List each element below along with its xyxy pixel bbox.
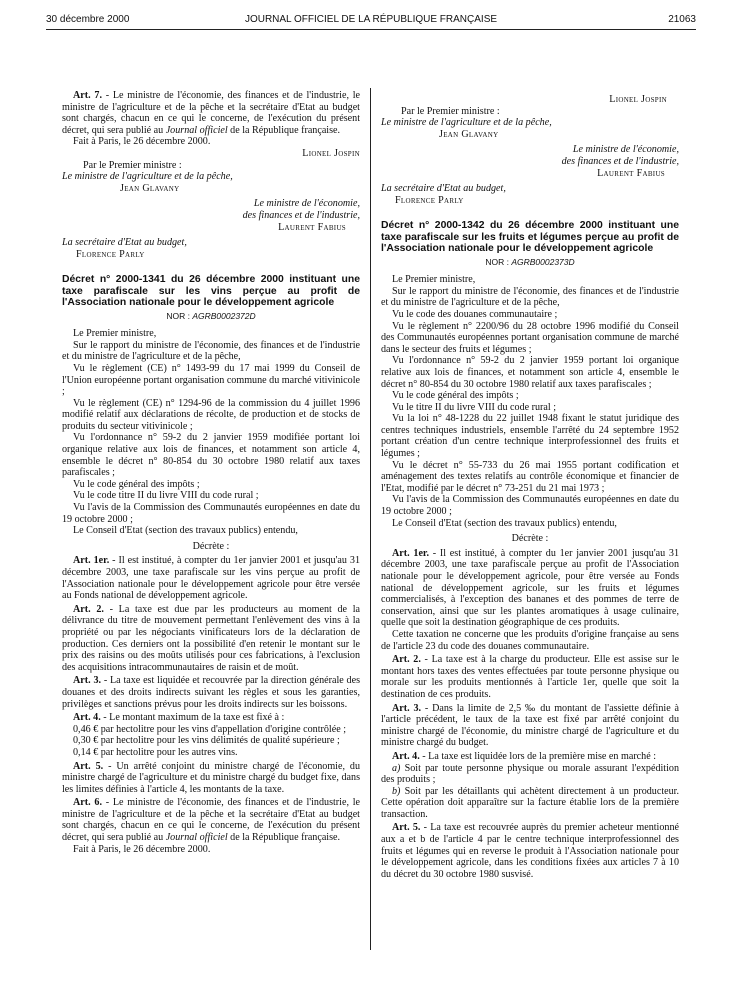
visa-paragraph: Le Conseil d'Etat (section des travaux publics) entendu, [73,525,298,537]
decree-title: Décret n° 2000-1342 du 26 décembre 2000 instituant une taxe parafiscale sur les fruits et légumes perçue au profit de l'Association nationale pour le développement agricole [381,220,679,255]
rates-list [62,724,360,759]
visa-paragraph: Sur le rapport du ministre de l'économie, des finances et de l'industrie et du ministre de l'agriculture et de la pêche, [62,339,360,363]
visa-paragraph: Vu le règlement (CE) n° 1294-96 de la commission du 4 juillet 1996 modifié relatif aux déclarations de récolte, de production et de stocks de produits du secteur vitivinicole ; [62,397,360,432]
visa-paragraph: Le Premier ministre, [73,328,157,340]
visa-paragraph: Vu le décret n° 55-733 du 26 mai 1955 portant codification et aménagement des textes relatifs au contrôle économique et financier de l'Etat, modifié par le décret n° 73-251 du 21 mai 1973 ; [381,459,679,494]
article-paragraph: Art. 2. - La taxe est due par les producteurs au moment de la délivrance du titre de mouvement permettant l'enlèvement des vins à la propriété ou par les négociants vinificateurs lors de la déclaration de production. Ces derniers ont la possibilité d'en retenir le montant sur le prix des raisins ou des moûts utilisés pour ces fabrications, à l'exclusion des acquisitions intracommunautaires de raisin et de moût. [62,603,360,673]
header-rule [46,29,696,30]
article-7: Art. 7. - Le ministre de l'économie, des finances et de l'industrie, le ministre de l'agriculture et de la pêche et la secrétaire d'Etat au budget sont chargés, chacun en ce qui le concerne, de l'exécution du présent décret, qui sera publié au Journal officiel de la République française. [62,90,361,136]
visa-paragraph: Vu le code des douanes communautaire ; [392,308,558,320]
visa-paragraph: Vu le titre II du livre VIII du code rural ; [392,401,557,413]
visa-paragraph: Le Premier ministre, [392,274,476,286]
visas-list [62,328,360,537]
articles-list [62,555,360,723]
fait-a-paris-2: Fait à Paris, le 26 décembre 2000. [73,843,211,855]
article-paragraph: Art. 6. - Le ministre de l'économie, des finances et de l'industrie, le ministre de l'agriculture et de la pêche et la secrétaire d'Etat au budget sont chargés, chacun en ce qui le concerne, de l'exécution du présent décret, qui sera publié au Journal officiel de la République française. [62,797,361,844]
article-4-item-b: b) Soit par les détaillants qui achètent directement à un producteur. Cette opération doit apparaître sur la facture établie lors de la première transaction. [381,785,679,820]
articles-list [381,654,679,762]
visa-paragraph: Vu l'ordonnance n° 59-2 du 2 janvier 1959 modifiée portant loi organique relative aux lois de finances, et notamment son article 4, ensemble le décret n° 80-854 du 30 octobre 1980 relatif aux taxes parafiscales ; [62,432,360,479]
article-paragraph: Art. 4. - La taxe est liquidée lors de la première mise en marché : [392,750,657,762]
visa-paragraph: Vu le code général des impôts ; [392,390,519,402]
visa-paragraph: Vu le code titre II du livre VIII du code rural ; [73,490,259,502]
header-title: JOURNAL OFFICIEL DE LA RÉPUBLIQUE FRANÇAISE [244,14,498,25]
visa-paragraph: Vu l'avis de la Commission des Communautés européennes en date du 19 octobre 2000 ; [62,502,360,525]
visa-paragraph: Vu le règlement (CE) n° 1493-99 du 17 mai 1999 du Conseil de l'Union européenne portant organisation commune du marché vitivinicole ; [62,362,360,398]
nor-reference: NOR : AGRB0002372D [166,310,256,321]
par-premier-ministre: Par le Premier ministre : [401,105,500,117]
secretary-budget-name: Florence Parly [395,194,464,206]
article-paragraph: Art. 2. - La taxe est à la charge du producteur. Elle est assise sur le montant hors taxes des ventes effectuées par toute personne physique ou morale sur les produits mentionnés à l'article 1er, quelle que soit la destination de ces produits. [381,654,679,700]
decrete-heading: Décrète : [511,533,549,545]
decree-title: Décret n° 2000-1341 du 26 décembre 2000 instituant une taxe parafiscale sur les vins perçue au profit de l'Association nationale pour le développement agricole [62,274,360,309]
visa-paragraph: Vu l'ordonnance n° 59-2 du 2 janvier 1959 portant loi organique relative aux lois de finances, et notamment son article 4, ensemble le décret n° 80-854 du 30 octobre 1980 relatif aux taxes parafiscales ; [381,355,679,390]
minister-agriculture-name: Jean Glavany [120,182,180,194]
column-divider [370,88,371,950]
minister-economy-title-2: des finances et de l'industrie, [561,155,679,167]
minister-economy-title-2: des finances et de l'industrie, [242,209,360,221]
minister-agriculture-title: Le ministre de l'agriculture et de la pêche, [381,117,552,129]
right-column [381,94,679,880]
page-number: 21063 [668,14,696,25]
visa-paragraph: Vu la loi n° 48-1228 du 22 juillet 1948 fixant le statut juridique des centres techniques industriels, ensemble l'arrêté du 24 septembre 1952 portant création d'un centre technique interprofessionnel des fruits et légumes ; [381,413,679,460]
decrete-heading: Décrète : [192,540,230,552]
signature-premier-ministre: Lionel Jospin [609,94,667,105]
minister-economy-title: Le ministre de l'économie, [253,198,360,210]
article-paragraph: Art. 4. - Le montant maximum de la taxe est fixé à : [73,712,285,724]
article-paragraph: Art. 1er. - Il est institué, à compter du 1er janvier 2001 et jusqu'au 31 décembre 2003, une taxe parafiscale sur les vins perçue au profit de l'Association nationale pour le développement agricole pour être versée au Fonds national de développement agricole. [62,555,360,602]
page-header [46,14,696,28]
minister-agriculture-name: Jean Glavany [439,128,499,140]
article-paragraph: Art. 3. - Dans la limite de 2,5 ‰ du montant de l'assiette définie à l'article précédent, le taux de la taxe est fixé par arrêté conjoint du ministre chargé de l'économie, du ministre chargé de l'agriculture et du ministre chargé du budget. [381,702,680,749]
article-1-paragraph-2: Cette taxation ne concerne que les produits d'origine française au sens de l'article 23 du code des douanes communautaire. [381,628,679,652]
minister-economy-name: Laurent Fabius [278,221,346,233]
visa-paragraph: Vu le code général des impôts ; [73,478,200,490]
left-column [62,90,360,855]
visa-paragraph: Le Conseil d'Etat (section des travaux publics) entendu, [392,517,617,529]
rate-paragraph: 0,14 € par hectolitre pour les autres vins. [73,746,238,758]
minister-economy-name: Laurent Fabius [597,167,665,179]
par-premier-ministre: Par le Premier ministre : [83,159,182,171]
visas-list [381,274,679,529]
secretary-budget-title: La secrétaire d'Etat au budget, [381,183,506,195]
article-paragraph: Art. 5. - Un arrêté conjoint du ministre chargé de l'économie, du ministre chargé de l'agriculture et du ministre chargé du budget fixe, dans les limites définies à l'article 4, les montants de la taxe. [62,760,361,795]
minister-agriculture-title: Le ministre de l'agriculture et de la pêche, [62,171,233,183]
fait-a-paris: Fait à Paris, le 26 décembre 2000. [73,136,211,148]
minister-economy-title: Le ministre de l'économie, [572,144,679,156]
nor-reference: NOR : AGRB0002373D [485,256,575,267]
header-date: 30 décembre 2000 [46,14,130,25]
rate-paragraph: 0,46 € par hectolitre pour les vins d'appellation d'origine contrôlée ; [73,723,347,735]
articles-list-2 [62,761,360,844]
article-5: Art. 5. - La taxe est recouvrée auprès du premier acheteur mentionné aux a et b de l'article 4 par le centre technique interprofessionnel des fruits et légumes qui en reverse le produit à l'Association nationale pour le développement agricole, dans les conditions fixées aux articles 7 à 10 du décret du 30 octobre 1980 susvisé. [381,822,679,880]
article-1: Art. 1er. - Il est institué, à compter du 1er janvier 2001 jusqu'au 31 décembre 2003, une taxe parafiscale perçue au profit de l'Association nationale pour le développement agricole, pour être versée au Fonds national de développement agricole, sur les fruits et légumes commercialisés, à l'exception des bananes et des pommes de terre de conservation, ainsi que sur les plantes aromatiques à usage culinaire, quelle que soit la destination géographique de ces produits. [381,547,680,629]
secretary-budget-title: La secrétaire d'Etat au budget, [62,237,187,249]
rate-paragraph: 0,30 € par hectolitre pour les vins délimités de qualité supérieure ; [73,735,340,747]
visa-paragraph: Vu l'avis de la Commission des Communautés européennes en date du 19 octobre 2000 ; [381,494,679,518]
article-4-item-a: a) Soit par toute personne physique ou morale assurant l'expédition des produits ; [381,762,679,786]
signature-premier-ministre: Lionel Jospin [302,147,360,159]
secretary-budget-name: Florence Parly [76,248,145,260]
article-paragraph: Art. 3. - La taxe est liquidée et recouvrée par la direction générale des douanes et des droits indirects suivant les règles et sous les garanties, privilèges et sanctions prévus pour les droits indirects sur les boissons. [62,675,360,710]
visa-paragraph: Sur le rapport du ministre de l'économie, des finances et de l'industrie et du ministre de l'agriculture et de la pêche, [381,285,679,309]
visa-paragraph: Vu le règlement n° 2200/96 du 28 octobre 1996 modifié du Conseil des Communautés européennes portant organisation commune de marché dans le secteur des fruits et légumes ; [381,320,679,355]
